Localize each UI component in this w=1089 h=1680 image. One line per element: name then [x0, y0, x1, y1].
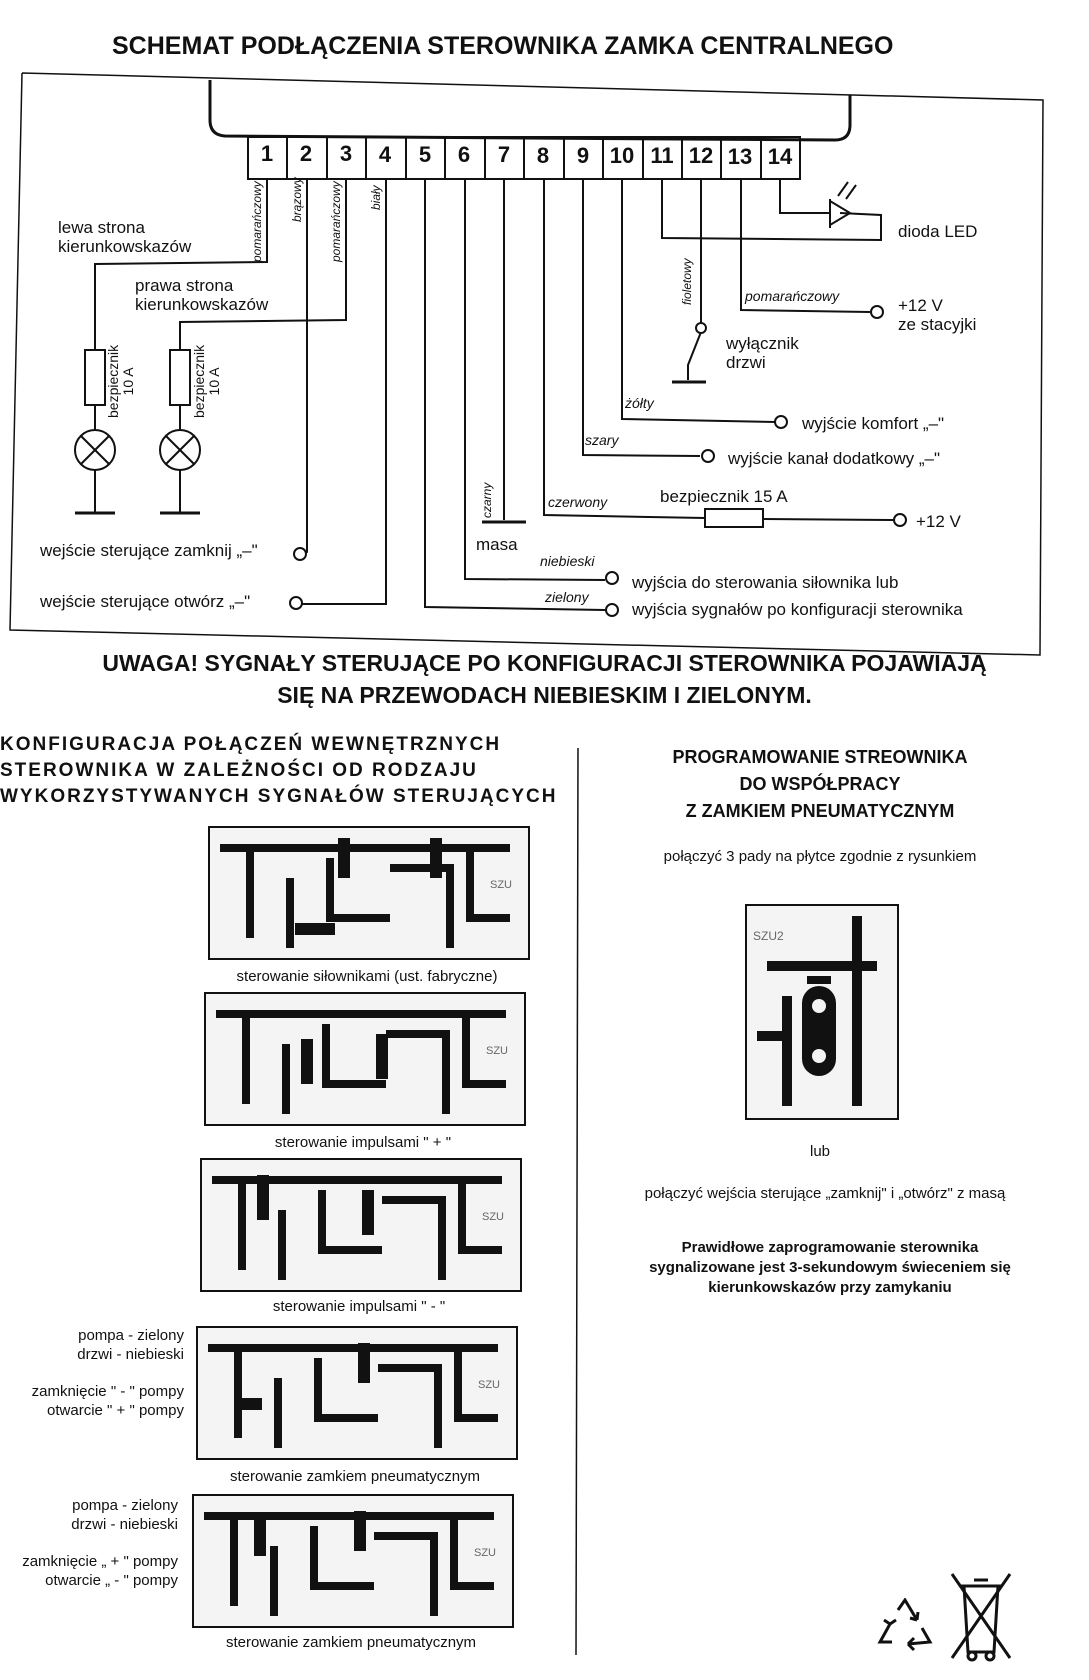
pcb-mark: SZU — [482, 1211, 504, 1223]
recycle-icon — [872, 1598, 938, 1656]
wire-label-pin1: pomarańczowy — [250, 181, 264, 262]
input-open-label: wejście sterujące otwórz „–" — [40, 592, 251, 611]
note-line: zamknięcie " - " pompy — [31, 1383, 184, 1400]
pin-7: 7 — [497, 142, 511, 167]
programming-note-2: sygnalizowane jest 3-sekundowym świeceniem się — [649, 1259, 1011, 1276]
wire-label-pin3: pomarańczowy — [329, 181, 343, 262]
pcb-mark: SZU — [478, 1379, 500, 1391]
pin-12: 12 — [688, 143, 714, 168]
pin-13: 13 — [727, 144, 753, 169]
crossed-bin-icon — [950, 1570, 1012, 1662]
page-title: SCHEMAT PODŁĄCZENIA STEROWNIKA ZAMKA CENTRALNEGO — [112, 32, 894, 60]
note-line: pompa - zielony — [78, 1327, 184, 1344]
caption-config-2: sterowanie impulsami " + " — [274, 1134, 452, 1151]
outputs-label-2: wyjścia sygnałów po konfiguracji sterownika — [632, 600, 963, 619]
right-indicator-label: prawa strona kierunkowskazów — [135, 276, 269, 314]
warning-line-2: SIĘ NA PRZEWODACH NIEBIESKIM I ZIELONYM. — [277, 682, 812, 708]
pin-3: 3 — [339, 141, 353, 166]
plus12-ignition-label: +12 V ze stacyjki — [898, 296, 977, 334]
pcb-mark: SZU — [490, 879, 512, 891]
pin-1: 1 — [260, 141, 274, 166]
programming-note-3: kierunkowskazów przy zamykaniu — [708, 1279, 952, 1296]
wire-label-pin2: brązowy — [290, 177, 304, 222]
pcb-config-1 — [208, 826, 530, 960]
pneumatic-notes-2 — [0, 1496, 178, 1590]
pin-4: 4 — [378, 142, 392, 167]
wire-label-pin10: żółty — [625, 395, 654, 411]
note-line: otwarcie " + " pompy — [47, 1402, 184, 1419]
caption-config-5: sterowanie zamkiem pneumatycznym — [225, 1634, 477, 1651]
pcb-config-5 — [192, 1494, 514, 1628]
wire-label-pin9: szary — [585, 432, 619, 448]
wire-label-pin8: czerwony — [548, 494, 608, 510]
pcb-config-3 — [200, 1158, 522, 1292]
wire-label-pin7: czarny — [480, 482, 494, 518]
pneumatic-notes-1 — [0, 1326, 184, 1420]
programming-heading-2: DO WSPÓŁPRACY — [739, 774, 901, 794]
pin-2: 2 — [299, 141, 313, 166]
or-label: lub — [809, 1143, 831, 1160]
caption-config-4: sterowanie zamkiem pneumatycznym — [229, 1468, 481, 1485]
wire-label-pin6: niebieski — [540, 553, 595, 569]
pcb-mark: SZU — [474, 1547, 496, 1559]
pin-6: 6 — [457, 142, 471, 167]
programming-heading-1: PROGRAMOWANIE STREOWNIKA — [672, 747, 968, 767]
fuse-15a-label: bezpiecznik 15 A — [660, 487, 788, 506]
programming-heading-3: Z ZAMKIEM PNEUMATYCZNYM — [685, 801, 955, 821]
input-close-label: wejście sterujące zamknij „–" — [40, 541, 258, 560]
note-line: zamknięcie „ + " pompy — [22, 1553, 178, 1570]
mass-label: masa — [476, 535, 518, 554]
left-indicator-label: lewa strona kierunkowskazów — [58, 218, 192, 256]
led-label: dioda LED — [898, 222, 978, 241]
programming-step-2: połączyć wejścia sterujące „zamknij" i „otwórz" z masą — [644, 1185, 1006, 1202]
output-comfort-label: wyjście komfort „–" — [802, 414, 945, 433]
wire-label-pin5: zielony — [545, 589, 589, 605]
pin-8: 8 — [536, 143, 550, 168]
note-line: drzwi - niebieski — [71, 1516, 178, 1533]
pin-10: 10 — [609, 143, 635, 168]
output-extra-channel-label: wyjście kanał dodatkowy „–" — [728, 449, 941, 468]
pcb-mark: SZU — [486, 1045, 508, 1057]
note-line: pompa - zielony — [72, 1497, 178, 1514]
pcb-programming — [745, 904, 899, 1120]
pin-14: 14 — [767, 144, 793, 169]
pin-5: 5 — [418, 142, 432, 167]
pcb-config-2 — [204, 992, 526, 1126]
config-heading-1: KONFIGURACJA POŁĄCZEŃ WEWNĘTRZNYCH — [0, 734, 502, 755]
warning-line-1: UWAGA! SYGNAŁY STERUJĄCE PO KONFIGURACJI STEROWNIKA POJAWIAJĄ — [102, 650, 987, 676]
fuse-right-label: bezpiecznik 10 A — [191, 344, 222, 418]
wire-label-pin13: pomarańczowy — [745, 288, 840, 304]
note-line: drzwi - niebieski — [77, 1346, 184, 1363]
pin-11: 11 — [650, 143, 674, 168]
programming-step-1: połączyć 3 pady na płytce zgodnie z rysunkiem — [663, 848, 977, 865]
caption-config-3: sterowanie impulsami " - " — [272, 1298, 446, 1315]
pcb-config-4 — [196, 1326, 518, 1460]
plus12-label: +12 V — [916, 512, 961, 531]
caption-config-1: sterowanie siłownikami (ust. fabryczne) — [236, 968, 498, 985]
outputs-label-1: wyjścia do sterowania siłownika lub — [632, 573, 899, 592]
config-heading-3: WYKORZYSTYWANYCH SYGNAŁÓW STERUJĄCYCH — [0, 786, 558, 807]
wire-label-pin4: biały — [369, 185, 383, 210]
pcb-mark: SZU2 — [753, 929, 784, 943]
pin-9: 9 — [576, 143, 590, 168]
fuse-left-label: bezpiecznik 10 A — [105, 344, 136, 418]
programming-note-1: Prawidłowe zaprogramowanie sterownika — [681, 1239, 979, 1256]
note-line: otwarcie „ - " pompy — [45, 1572, 178, 1589]
door-switch-label: wyłącznik drzwi — [726, 334, 799, 372]
config-heading-2: STEROWNIKA W ZALEŻNOŚCI OD RODZAJU — [0, 760, 478, 781]
wire-label-pin12: fioletowy — [680, 258, 694, 305]
